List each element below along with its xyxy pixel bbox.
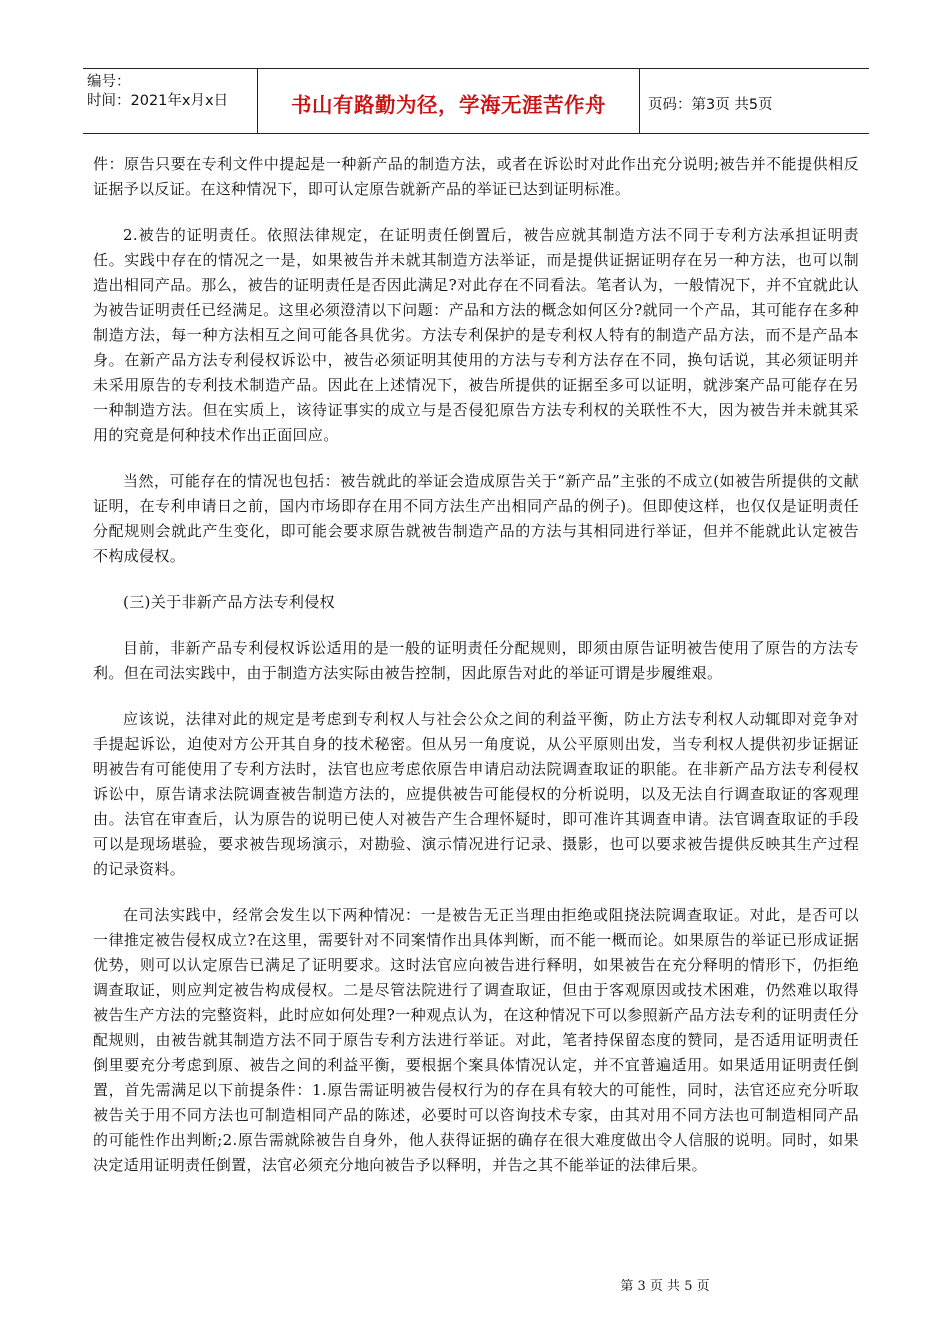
header-page-label: 页码：第3页 共5页 bbox=[648, 96, 773, 113]
paragraph-5: 应该说，法律对此的规定是考虑到专利权人与社会公众之间的利益平衡，防止方法专利权人动辄即对竞争对手提起诉讼，迫使对方公开其自身的技术秘密。但从另一角度说，从公平原则出发，当专利权人提供初步证据证明被告有可能使用了专利方法时，法官也应考虑依原告申请启动法院调查取证的职能。在非新产品方法专利侵权诉讼中，原告请求法院调查被告制造方法的，应提供被告可能侵权的分析说明，以及无法自行调查取证的客观理由。法官在审查后，认为原告的说明已使人对被告产生合理怀疑时，即可准许其调查申请。法官调查取证的手段可以是现场堪验，要求被告现场演示，对勘验、演示情况进行记录、摄影，也可以要求被告提供反映其生产过程的记录资料。 bbox=[93, 710, 859, 878]
paragraph-4: 目前，非新产品专利侵权诉讼适用的是一般的证明责任分配规则，即须由原告证明被告使用了原告的方法专利。但在司法实践中，由于制造方法实际由被告控制，因此原告对此的举证可谓是步履维艰。 bbox=[93, 639, 859, 682]
page-footer: 第 3 页 共 5 页 bbox=[620, 1279, 710, 1294]
document-number-label: 编号： bbox=[87, 74, 131, 90]
paragraph-6: 在司法实践中，经常会发生以下两种情况：一是被告无正当理由拒绝或阻挠法院调查取证。对此，是否可以一律推定被告侵权成立?在这里，需要针对不同案情作出具体判断，而不能一概而论。如果原告的举证已形成证据优势，则可以认定原告已满足了证明要求。这时法官应向被告进行释明，如果被告在充分释明的情形下，仍拒绝调查取证，则应判定被告构成侵权。二是尽管法院进行了调查取证，但由于客观原因或技术困难，仍然难以取得被告生产方法的完整资料，此时应如何处理?一种观点认为，在这种情况下可以参照新产品方法专利的证明责任分配规则，由被告就其制造方法不同于原告专利方法进行举证。对此，笔者持保留态度的赞同，是否适用证明责任倒里要充分考虑到原、被告之间的利益平衡，要根据个案具体情况认定，并不宜普遍适用。如果适用证明责任倒置，首先需满足以下前提条件：1.原告需证明被告侵权行为的存在具有较大的可能性，同时，法官还应充分听取被告关于用不同方法也可制造相同产品的陈述，必要时可以咨询技术专家，由其对用不同方法也可制造相同产品的可能性作出判断;2.原告需就除被告自身外，他人获得证据的确存在很大难度做出令人信服的说明。同时，如果决定适用证明责任倒置，法官必须充分地向被告予以释明，并告之其不能举证的法律后果。 bbox=[93, 906, 859, 1174]
document-time-label: 时间：2021年x月x日 bbox=[87, 93, 229, 109]
page-header bbox=[83, 68, 869, 134]
header-meta-cell bbox=[83, 69, 258, 133]
paragraph-3: 当然，可能存在的情况也包括：被告就此的举证会造成原告关于“新产品”主张的不成立(如被告所提供的文献证明，在专利申请日之前，国内市场即存在用不同方法生产出相同产品的例子)。但即使这样，也仅仅是证明责任分配规则会就此产生变化，即可能会要求原告就被告制造产品的方法与其相同进行举证，但并不能就此认定被告不构成侵权。 bbox=[93, 472, 859, 565]
paragraph-2: 2.被告的证明责任。依照法律规定，在证明责任倒置后，被告应就其制造方法不同于专利方法承担证明责任。实践中存在的情况之一是，如果被告并未就其制造方法举证，而是提供证据证明存在另一种方法，也可以制造出相同产品。那么，被告的证明责任是否因此满足?对此存在不同看法。笔者认为，一般情况下，并不宜就此认为被告证明责任已经满足。这里必须澄清以下问题：产品和方法的概念如何区分?就同一个产品，其可能存在多种制造方法，每一种方法相互之间可能各具优劣。方法专利保护的是专利权人特有的制造产品方法，而不是产品本身。在新产品方法专利侵权诉讼中，被告必须证明其使用的方法与专利方法存在不同，换句话说，其必须证明并未采用原告的专利技术制造产品。因此在上述情况下，被告所提供的证据至多可以证明，就涉案产品可能存在另一种制造方法。但在实质上，该待证事实的成立与是否侵犯原告方法专利权的关联性不大，因为被告并未就其采用的究竟是何种技术作出正面回应。 bbox=[93, 226, 859, 444]
paragraph-1: 件：原告只要在专利文件中提起是一种新产品的制造方法，或者在诉讼时对此作出充分说明;被告并不能提供相反证据予以反证。在这种情况下，即可认定原告就新产品的举证已达到证明标准。 bbox=[93, 155, 859, 198]
document-body bbox=[93, 152, 859, 1199]
section-heading: (三)关于非新产品方法专利侵权 bbox=[123, 593, 335, 611]
header-motto: 书山有路勤为径，学海无涯苦作舟 bbox=[258, 69, 640, 133]
